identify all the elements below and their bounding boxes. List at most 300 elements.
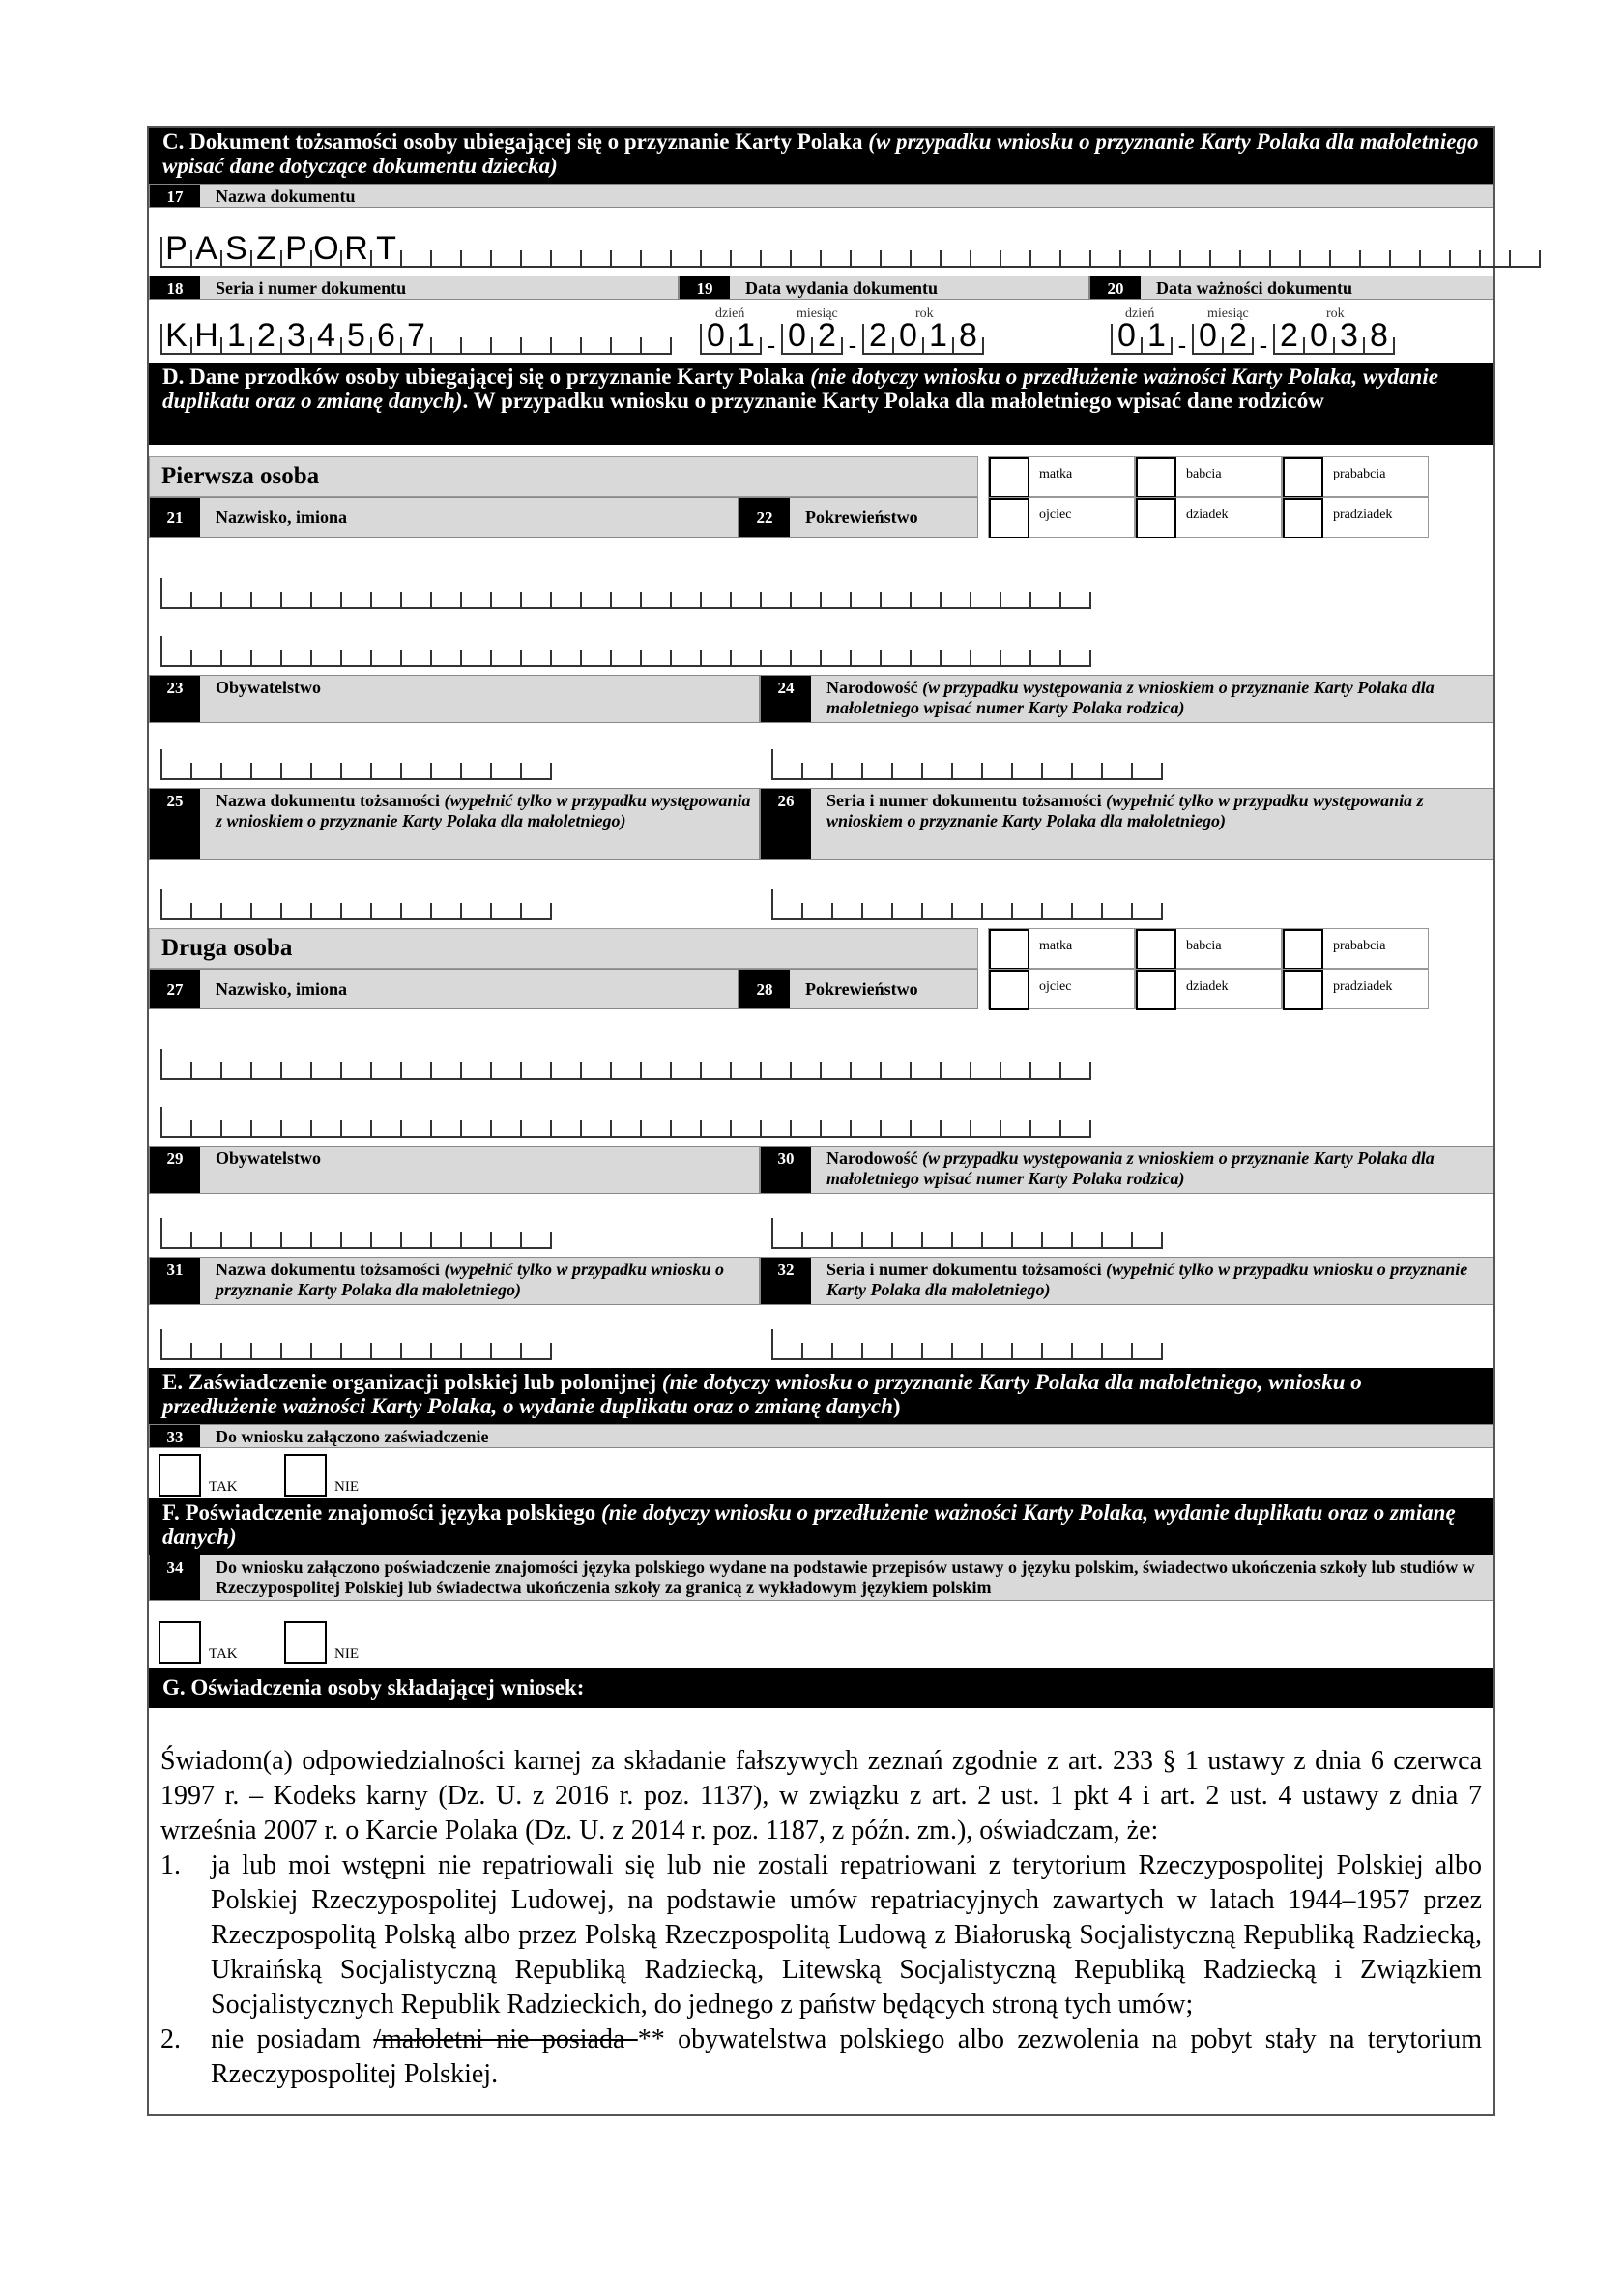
char-cell[interactable] bbox=[1041, 1343, 1071, 1360]
char-cell[interactable] bbox=[921, 763, 951, 780]
char-cell[interactable] bbox=[940, 1120, 970, 1138]
char-cell[interactable] bbox=[460, 1062, 490, 1080]
char-cell[interactable] bbox=[1041, 1232, 1071, 1249]
char-cell[interactable] bbox=[981, 903, 1011, 920]
char-cell[interactable] bbox=[430, 337, 460, 355]
char-cell[interactable] bbox=[250, 1062, 280, 1080]
char-cell[interactable] bbox=[640, 1062, 670, 1080]
char-cell[interactable] bbox=[730, 650, 760, 667]
char-cell[interactable] bbox=[940, 592, 970, 609]
char-cell[interactable] bbox=[190, 1232, 220, 1249]
relation-checkbox[interactable] bbox=[989, 970, 1030, 1010]
char-cell[interactable] bbox=[460, 250, 490, 268]
char-cell[interactable] bbox=[891, 1232, 921, 1249]
char-cell[interactable] bbox=[160, 749, 190, 780]
char-cell[interactable] bbox=[220, 903, 250, 920]
first-person-id-name-input[interactable] bbox=[160, 877, 552, 920]
char-cell[interactable] bbox=[1030, 1120, 1059, 1138]
char-cell[interactable] bbox=[220, 592, 250, 609]
char-cell[interactable] bbox=[190, 903, 220, 920]
second-relation-babcia[interactable] bbox=[1135, 928, 1282, 969]
char-cell[interactable] bbox=[861, 903, 891, 920]
char-cell[interactable] bbox=[801, 763, 831, 780]
certificate-no-checkbox[interactable] bbox=[284, 1454, 327, 1497]
char-cell[interactable] bbox=[370, 1232, 400, 1249]
char-cell[interactable] bbox=[952, 317, 984, 355]
char-cell[interactable] bbox=[160, 1329, 190, 1360]
char-cell[interactable] bbox=[370, 317, 400, 355]
char-cell[interactable] bbox=[490, 650, 520, 667]
char-cell[interactable] bbox=[370, 763, 400, 780]
char-cell[interactable] bbox=[861, 1232, 891, 1249]
char-cell[interactable] bbox=[460, 1232, 490, 1249]
char-cell[interactable] bbox=[460, 650, 490, 667]
char-cell[interactable] bbox=[160, 1218, 190, 1249]
char-cell[interactable] bbox=[520, 592, 550, 609]
char-cell[interactable] bbox=[921, 1232, 951, 1249]
char-cell[interactable] bbox=[220, 317, 250, 355]
char-cell[interactable] bbox=[220, 230, 250, 268]
char-cell[interactable] bbox=[1030, 1062, 1059, 1080]
char-cell[interactable] bbox=[1359, 250, 1389, 268]
relation-checkbox[interactable] bbox=[1283, 970, 1323, 1010]
char-cell[interactable] bbox=[310, 230, 340, 268]
char-cell[interactable] bbox=[460, 1120, 490, 1138]
char-cell[interactable] bbox=[700, 1062, 730, 1080]
char-cell[interactable] bbox=[460, 592, 490, 609]
first-person-nationality-input[interactable] bbox=[771, 737, 1163, 780]
char-cell[interactable] bbox=[340, 317, 370, 355]
char-cell[interactable] bbox=[310, 592, 340, 609]
char-cell[interactable] bbox=[460, 903, 490, 920]
char-cell[interactable] bbox=[970, 250, 1000, 268]
char-cell[interactable] bbox=[1449, 250, 1479, 268]
char-cell[interactable] bbox=[880, 1062, 910, 1080]
char-cell[interactable] bbox=[310, 1232, 340, 1249]
char-cell[interactable] bbox=[490, 763, 520, 780]
char-cell[interactable] bbox=[700, 650, 730, 667]
language-yes-checkbox[interactable] bbox=[159, 1621, 201, 1664]
char-cell[interactable] bbox=[610, 1120, 640, 1138]
char-cell[interactable] bbox=[921, 903, 951, 920]
char-cell[interactable] bbox=[250, 903, 280, 920]
char-cell[interactable] bbox=[160, 636, 190, 667]
char-cell[interactable] bbox=[1363, 317, 1395, 355]
char-cell[interactable] bbox=[1071, 1232, 1101, 1249]
char-cell[interactable] bbox=[951, 1343, 981, 1360]
char-cell[interactable] bbox=[801, 1232, 831, 1249]
char-cell[interactable] bbox=[850, 650, 880, 667]
first-relation-dziadek[interactable] bbox=[1135, 497, 1282, 538]
relation-checkbox[interactable] bbox=[989, 929, 1030, 970]
char-cell[interactable] bbox=[580, 1120, 610, 1138]
char-cell[interactable] bbox=[580, 650, 610, 667]
char-cell[interactable] bbox=[580, 592, 610, 609]
second-person-name-line-2[interactable] bbox=[160, 1099, 1091, 1138]
char-cell[interactable] bbox=[700, 250, 730, 268]
first-relation-pradziadek[interactable] bbox=[1282, 497, 1429, 538]
char-cell[interactable] bbox=[940, 1062, 970, 1080]
char-cell[interactable] bbox=[280, 1232, 310, 1249]
char-cell[interactable] bbox=[880, 592, 910, 609]
char-cell[interactable] bbox=[670, 1120, 700, 1138]
char-cell[interactable] bbox=[790, 650, 820, 667]
char-cell[interactable] bbox=[400, 250, 430, 268]
char-cell[interactable] bbox=[1030, 592, 1059, 609]
char-cell[interactable] bbox=[1089, 250, 1119, 268]
char-cell[interactable] bbox=[220, 650, 250, 667]
char-cell[interactable] bbox=[190, 1062, 220, 1080]
char-cell[interactable] bbox=[310, 1120, 340, 1138]
document-name-input[interactable] bbox=[160, 224, 1541, 268]
char-cell[interactable] bbox=[400, 1232, 430, 1249]
char-cell[interactable] bbox=[370, 1343, 400, 1360]
char-cell[interactable] bbox=[700, 1120, 730, 1138]
char-cell[interactable] bbox=[1071, 1343, 1101, 1360]
char-cell[interactable] bbox=[1059, 592, 1091, 609]
char-cell[interactable] bbox=[670, 1062, 700, 1080]
char-cell[interactable] bbox=[490, 337, 520, 355]
char-cell[interactable] bbox=[970, 592, 1000, 609]
char-cell[interactable] bbox=[190, 763, 220, 780]
char-cell[interactable] bbox=[771, 749, 801, 780]
char-cell[interactable] bbox=[280, 592, 310, 609]
char-cell[interactable] bbox=[520, 763, 552, 780]
char-cell[interactable] bbox=[490, 903, 520, 920]
char-cell[interactable] bbox=[550, 650, 580, 667]
char-cell[interactable] bbox=[820, 650, 850, 667]
char-cell[interactable] bbox=[760, 592, 790, 609]
char-cell[interactable] bbox=[550, 1120, 580, 1138]
char-cell[interactable] bbox=[1299, 250, 1329, 268]
char-cell[interactable] bbox=[922, 317, 952, 355]
char-cell[interactable] bbox=[1303, 317, 1333, 355]
char-cell[interactable] bbox=[310, 317, 340, 355]
char-cell[interactable] bbox=[610, 1062, 640, 1080]
char-cell[interactable] bbox=[910, 650, 940, 667]
char-cell[interactable] bbox=[400, 650, 430, 667]
first-relation-babcia[interactable] bbox=[1135, 456, 1282, 497]
char-cell[interactable] bbox=[400, 763, 430, 780]
char-cell[interactable] bbox=[820, 592, 850, 609]
char-cell[interactable] bbox=[670, 650, 700, 667]
char-cell[interactable] bbox=[550, 250, 580, 268]
char-cell[interactable] bbox=[550, 1062, 580, 1080]
char-cell[interactable] bbox=[940, 650, 970, 667]
char-cell[interactable] bbox=[700, 317, 730, 355]
char-cell[interactable] bbox=[811, 317, 843, 355]
char-cell[interactable] bbox=[250, 763, 280, 780]
relation-checkbox[interactable] bbox=[1136, 498, 1176, 538]
char-cell[interactable] bbox=[1030, 250, 1059, 268]
relation-checkbox[interactable] bbox=[1136, 929, 1176, 970]
char-cell[interactable] bbox=[670, 592, 700, 609]
relation-checkbox[interactable] bbox=[1283, 498, 1323, 538]
char-cell[interactable] bbox=[430, 1343, 460, 1360]
char-cell[interactable] bbox=[340, 650, 370, 667]
char-cell[interactable] bbox=[640, 250, 670, 268]
char-cell[interactable] bbox=[370, 592, 400, 609]
char-cell[interactable] bbox=[490, 1120, 520, 1138]
char-cell[interactable] bbox=[1131, 1343, 1163, 1360]
char-cell[interactable] bbox=[580, 337, 610, 355]
char-cell[interactable] bbox=[831, 903, 861, 920]
char-cell[interactable] bbox=[910, 592, 940, 609]
char-cell[interactable] bbox=[951, 763, 981, 780]
char-cell[interactable] bbox=[970, 1120, 1000, 1138]
char-cell[interactable] bbox=[160, 230, 190, 268]
char-cell[interactable] bbox=[520, 650, 550, 667]
char-cell[interactable] bbox=[820, 1120, 850, 1138]
first-person-name-line-2[interactable] bbox=[160, 628, 1091, 667]
char-cell[interactable] bbox=[160, 889, 190, 920]
char-cell[interactable] bbox=[370, 650, 400, 667]
char-cell[interactable] bbox=[1419, 250, 1449, 268]
char-cell[interactable] bbox=[880, 1120, 910, 1138]
char-cell[interactable] bbox=[340, 1120, 370, 1138]
char-cell[interactable] bbox=[400, 903, 430, 920]
char-cell[interactable] bbox=[760, 1120, 790, 1138]
char-cell[interactable] bbox=[921, 1343, 951, 1360]
second-relation-dziadek[interactable] bbox=[1135, 969, 1282, 1009]
char-cell[interactable] bbox=[580, 250, 610, 268]
char-cell[interactable] bbox=[310, 650, 340, 667]
char-cell[interactable] bbox=[981, 763, 1011, 780]
char-cell[interactable] bbox=[1011, 1343, 1041, 1360]
char-cell[interactable] bbox=[970, 1062, 1000, 1080]
char-cell[interactable] bbox=[280, 650, 310, 667]
char-cell[interactable] bbox=[1000, 650, 1030, 667]
char-cell[interactable] bbox=[1000, 1062, 1030, 1080]
char-cell[interactable] bbox=[340, 903, 370, 920]
char-cell[interactable] bbox=[1071, 763, 1101, 780]
char-cell[interactable] bbox=[981, 1232, 1011, 1249]
char-cell[interactable] bbox=[370, 1120, 400, 1138]
char-cell[interactable] bbox=[310, 1343, 340, 1360]
char-cell[interactable] bbox=[430, 1232, 460, 1249]
char-cell[interactable] bbox=[430, 1120, 460, 1138]
char-cell[interactable] bbox=[580, 1062, 610, 1080]
char-cell[interactable] bbox=[1333, 317, 1363, 355]
char-cell[interactable] bbox=[340, 230, 370, 268]
char-cell[interactable] bbox=[1509, 250, 1541, 268]
char-cell[interactable] bbox=[861, 763, 891, 780]
char-cell[interactable] bbox=[460, 763, 490, 780]
char-cell[interactable] bbox=[310, 763, 340, 780]
char-cell[interactable] bbox=[310, 1062, 340, 1080]
char-cell[interactable] bbox=[981, 1343, 1011, 1360]
char-cell[interactable] bbox=[190, 650, 220, 667]
char-cell[interactable] bbox=[610, 250, 640, 268]
first-relation-prababcia[interactable] bbox=[1282, 456, 1429, 497]
char-cell[interactable] bbox=[880, 250, 910, 268]
char-cell[interactable] bbox=[1011, 903, 1041, 920]
char-cell[interactable] bbox=[220, 763, 250, 780]
second-relation-pradziadek[interactable] bbox=[1282, 969, 1429, 1009]
char-cell[interactable] bbox=[781, 317, 811, 355]
char-cell[interactable] bbox=[880, 650, 910, 667]
char-cell[interactable] bbox=[831, 1343, 861, 1360]
char-cell[interactable] bbox=[430, 250, 460, 268]
char-cell[interactable] bbox=[831, 763, 861, 780]
char-cell[interactable] bbox=[640, 337, 672, 355]
char-cell[interactable] bbox=[1101, 903, 1131, 920]
char-cell[interactable] bbox=[640, 1120, 670, 1138]
char-cell[interactable] bbox=[340, 1232, 370, 1249]
char-cell[interactable] bbox=[520, 903, 552, 920]
char-cell[interactable] bbox=[520, 1062, 550, 1080]
char-cell[interactable] bbox=[490, 1343, 520, 1360]
char-cell[interactable] bbox=[250, 230, 280, 268]
char-cell[interactable] bbox=[430, 1062, 460, 1080]
char-cell[interactable] bbox=[280, 903, 310, 920]
char-cell[interactable] bbox=[861, 1343, 891, 1360]
char-cell[interactable] bbox=[1479, 250, 1509, 268]
char-cell[interactable] bbox=[430, 903, 460, 920]
char-cell[interactable] bbox=[430, 650, 460, 667]
char-cell[interactable] bbox=[970, 650, 1000, 667]
char-cell[interactable] bbox=[520, 337, 550, 355]
char-cell[interactable] bbox=[1192, 317, 1222, 355]
char-cell[interactable] bbox=[760, 650, 790, 667]
char-cell[interactable] bbox=[1059, 650, 1091, 667]
char-cell[interactable] bbox=[1101, 1343, 1131, 1360]
char-cell[interactable] bbox=[1131, 903, 1163, 920]
char-cell[interactable] bbox=[1239, 250, 1269, 268]
char-cell[interactable] bbox=[771, 1218, 801, 1249]
first-person-citizenship-input[interactable] bbox=[160, 737, 552, 780]
char-cell[interactable] bbox=[892, 317, 922, 355]
char-cell[interactable] bbox=[1389, 250, 1419, 268]
char-cell[interactable] bbox=[400, 1062, 430, 1080]
second-relation-prababcia[interactable] bbox=[1282, 928, 1429, 969]
second-person-nationality-input[interactable] bbox=[771, 1206, 1163, 1249]
first-relation-ojciec[interactable] bbox=[988, 497, 1135, 538]
char-cell[interactable] bbox=[820, 1062, 850, 1080]
char-cell[interactable] bbox=[951, 1232, 981, 1249]
char-cell[interactable] bbox=[862, 317, 892, 355]
expiry-date-input[interactable] bbox=[1111, 311, 1395, 360]
char-cell[interactable] bbox=[1131, 763, 1163, 780]
char-cell[interactable] bbox=[730, 250, 760, 268]
char-cell[interactable] bbox=[340, 592, 370, 609]
char-cell[interactable] bbox=[280, 230, 310, 268]
char-cell[interactable] bbox=[220, 1120, 250, 1138]
char-cell[interactable] bbox=[190, 1120, 220, 1138]
char-cell[interactable] bbox=[490, 1232, 520, 1249]
char-cell[interactable] bbox=[1119, 250, 1149, 268]
second-person-citizenship-input[interactable] bbox=[160, 1206, 552, 1249]
char-cell[interactable] bbox=[1269, 250, 1299, 268]
char-cell[interactable] bbox=[520, 1343, 552, 1360]
char-cell[interactable] bbox=[1209, 250, 1239, 268]
char-cell[interactable] bbox=[220, 1343, 250, 1360]
char-cell[interactable] bbox=[640, 650, 670, 667]
relation-checkbox[interactable] bbox=[1136, 457, 1176, 498]
char-cell[interactable] bbox=[280, 1343, 310, 1360]
char-cell[interactable] bbox=[190, 1343, 220, 1360]
char-cell[interactable] bbox=[1222, 317, 1254, 355]
char-cell[interactable] bbox=[891, 903, 921, 920]
char-cell[interactable] bbox=[490, 250, 520, 268]
char-cell[interactable] bbox=[820, 250, 850, 268]
char-cell[interactable] bbox=[190, 592, 220, 609]
char-cell[interactable] bbox=[1059, 250, 1089, 268]
char-cell[interactable] bbox=[700, 592, 730, 609]
char-cell[interactable] bbox=[760, 250, 790, 268]
char-cell[interactable] bbox=[490, 592, 520, 609]
char-cell[interactable] bbox=[1000, 1120, 1030, 1138]
char-cell[interactable] bbox=[190, 317, 220, 355]
char-cell[interactable] bbox=[220, 1062, 250, 1080]
char-cell[interactable] bbox=[1000, 250, 1030, 268]
char-cell[interactable] bbox=[760, 1062, 790, 1080]
char-cell[interactable] bbox=[160, 317, 190, 355]
first-person-name-line-1[interactable] bbox=[160, 570, 1091, 609]
char-cell[interactable] bbox=[370, 903, 400, 920]
char-cell[interactable] bbox=[520, 1120, 550, 1138]
char-cell[interactable] bbox=[160, 1049, 190, 1080]
char-cell[interactable] bbox=[610, 592, 640, 609]
char-cell[interactable] bbox=[250, 592, 280, 609]
first-person-id-number-input[interactable] bbox=[771, 877, 1163, 920]
second-relation-matka[interactable] bbox=[988, 928, 1135, 969]
char-cell[interactable] bbox=[891, 763, 921, 780]
char-cell[interactable] bbox=[790, 250, 820, 268]
char-cell[interactable] bbox=[610, 650, 640, 667]
char-cell[interactable] bbox=[1071, 903, 1101, 920]
char-cell[interactable] bbox=[550, 592, 580, 609]
char-cell[interactable] bbox=[310, 903, 340, 920]
char-cell[interactable] bbox=[400, 592, 430, 609]
char-cell[interactable] bbox=[1000, 592, 1030, 609]
second-person-name-line-1[interactable] bbox=[160, 1041, 1091, 1080]
second-relation-ojciec[interactable] bbox=[988, 969, 1135, 1009]
char-cell[interactable] bbox=[610, 337, 640, 355]
char-cell[interactable] bbox=[910, 1120, 940, 1138]
char-cell[interactable] bbox=[850, 592, 880, 609]
second-person-id-name-input[interactable] bbox=[160, 1317, 552, 1360]
char-cell[interactable] bbox=[771, 1329, 801, 1360]
language-no-checkbox[interactable] bbox=[284, 1621, 327, 1664]
char-cell[interactable] bbox=[460, 337, 490, 355]
char-cell[interactable] bbox=[280, 317, 310, 355]
char-cell[interactable] bbox=[1149, 250, 1179, 268]
char-cell[interactable] bbox=[910, 250, 940, 268]
char-cell[interactable] bbox=[250, 1120, 280, 1138]
char-cell[interactable] bbox=[430, 763, 460, 780]
char-cell[interactable] bbox=[1101, 1232, 1131, 1249]
char-cell[interactable] bbox=[250, 1343, 280, 1360]
char-cell[interactable] bbox=[1273, 317, 1303, 355]
char-cell[interactable] bbox=[520, 250, 550, 268]
char-cell[interactable] bbox=[1059, 1062, 1091, 1080]
char-cell[interactable] bbox=[1179, 250, 1209, 268]
char-cell[interactable] bbox=[220, 1232, 250, 1249]
relation-checkbox[interactable] bbox=[1283, 929, 1323, 970]
char-cell[interactable] bbox=[160, 1107, 190, 1138]
char-cell[interactable] bbox=[831, 1232, 861, 1249]
char-cell[interactable] bbox=[850, 1062, 880, 1080]
char-cell[interactable] bbox=[670, 250, 700, 268]
char-cell[interactable] bbox=[520, 1232, 552, 1249]
char-cell[interactable] bbox=[1011, 763, 1041, 780]
char-cell[interactable] bbox=[190, 230, 220, 268]
char-cell[interactable] bbox=[771, 889, 801, 920]
relation-checkbox[interactable] bbox=[1136, 970, 1176, 1010]
char-cell[interactable] bbox=[1329, 250, 1359, 268]
char-cell[interactable] bbox=[340, 1062, 370, 1080]
